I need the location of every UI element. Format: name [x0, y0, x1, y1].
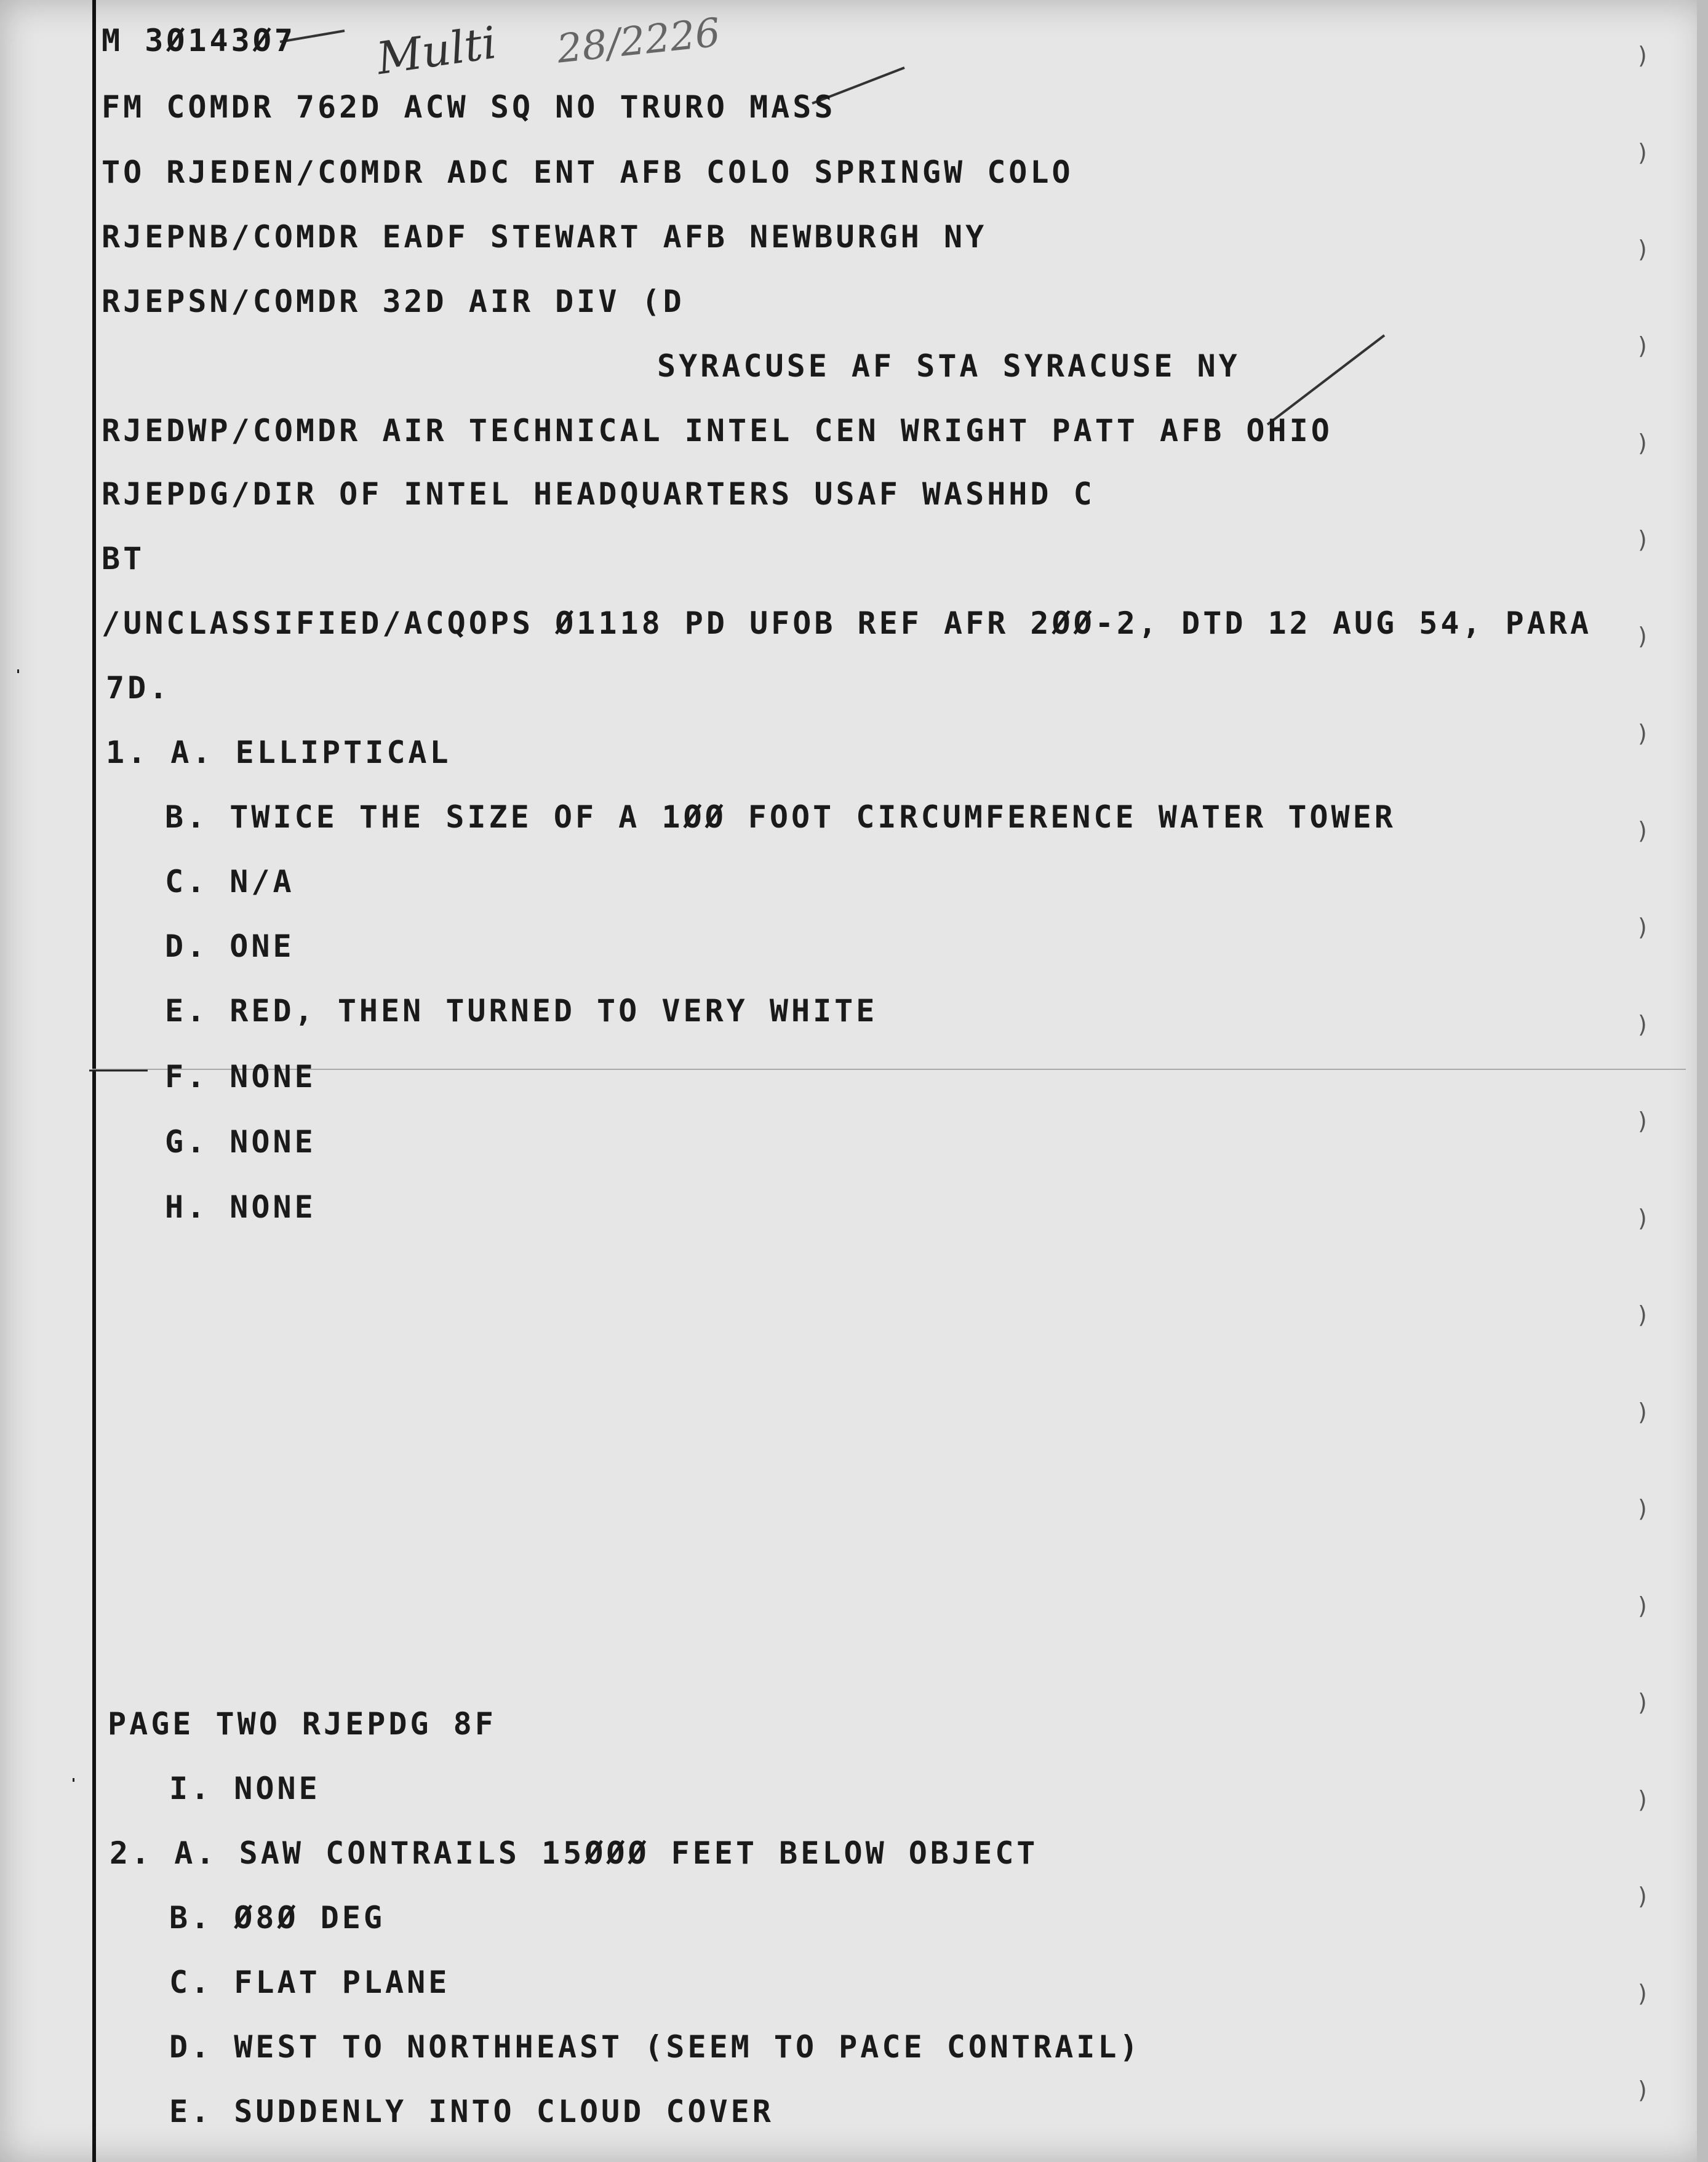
reference-line-1: /UNCLASSIFIED/ACQOPS Ø1118 PD UFOB REF AFR 2ØØ-2, DTD 12 AUG 54, PARA [102, 605, 1592, 641]
page-two-header: PAGE TWO RJEPDG 8F [108, 1706, 497, 1742]
handwritten-number: 28/2226 [554, 10, 723, 73]
to-line-3-cont: SYRACUSE AF STA SYRACUSE NY [657, 348, 1240, 384]
to-line-2: RJEPNB/COMDR EADF STEWART AFB NEWBURGH NY [102, 219, 988, 255]
feed-mark: ) [1638, 236, 1647, 263]
feed-mark: ) [1638, 429, 1647, 457]
feed-mark: ) [1638, 623, 1647, 650]
item-2a: 2. A. SAW CONTRAILS 15ØØØ FEET BELOW OBJECT [110, 1835, 1039, 1871]
feed-mark: ) [1638, 1592, 1647, 1619]
item-1e: E. RED, THEN TURNED TO VERY WHITE [165, 993, 878, 1029]
feed-mark: ) [1638, 1786, 1647, 1813]
to-line-5: RJEPDG/DIR OF INTEL HEADQUARTERS USAF WASHHD C [102, 476, 1095, 512]
pen-stroke-3 [1267, 335, 1384, 425]
feed-mark: ) [1638, 332, 1647, 359]
item-1h: H. NONE [165, 1189, 316, 1225]
feed-mark: ) [1638, 1883, 1647, 1910]
margin-dot [17, 669, 19, 673]
feed-mark: ) [1638, 1398, 1647, 1426]
feed-mark: ) [1638, 1495, 1647, 1522]
feed-mark: ) [1638, 720, 1647, 747]
feed-mark: ) [1638, 2076, 1647, 2104]
feed-mark: ) [1638, 1689, 1647, 1716]
item-1d: D. ONE [165, 928, 295, 964]
item-1f: F. NONE [165, 1059, 316, 1095]
feed-mark: ) [1638, 526, 1647, 553]
to-line-1: TO RJEDEN/COMDR ADC ENT AFB COLO SPRINGW COLO [102, 154, 1074, 190]
feed-mark: ) [1638, 139, 1647, 166]
margin-dot [73, 1778, 74, 1782]
item-2d: D. WEST TO NORTHHEAST (SEEM TO PACE CONTRAIL) [169, 2029, 1141, 2065]
to-line-3: RJEPSN/COMDR 32D AIR DIV (D [102, 284, 685, 319]
handwritten-category: Multi [373, 16, 500, 85]
item-2e: E. SUDDENLY INTO CLOUD COVER [169, 2094, 774, 2129]
to-line-4: RJEDWP/COMDR AIR TECHNICAL INTEL CEN WRIGHT PATT AFB OHIO [102, 413, 1333, 449]
item-1i: I. NONE [169, 1771, 321, 1806]
feed-mark: ) [1638, 1205, 1647, 1232]
break-marker: BT [102, 541, 145, 576]
item-2c: C. FLAT PLANE [169, 1965, 450, 2000]
from-line: FM COMDR 762D ACW SQ NO TRURO MASS [102, 89, 836, 125]
item-1b: B. TWICE THE SIZE OF A 1ØØ FOOT CIRCUMFERENCE WATER TOWER [165, 799, 1396, 835]
item-1g: G. NONE [165, 1124, 316, 1160]
item-1a: 1. A. ELLIPTICAL [106, 735, 452, 770]
serial-number: M 3Ø143Ø7 [102, 23, 296, 58]
item-2b: B. Ø8Ø DEG [169, 1900, 386, 1936]
feed-mark: ) [1638, 1301, 1647, 1328]
feed-mark: ) [1638, 42, 1647, 69]
feed-mark: ) [1638, 1011, 1647, 1038]
feed-mark: ) [1638, 914, 1647, 941]
feed-mark: ) [1638, 1980, 1647, 2007]
item-1c: C. N/A [165, 864, 295, 900]
feed-mark: ) [1638, 1107, 1647, 1135]
reference-line-2: 7D. [106, 670, 171, 706]
feed-mark: ) [1638, 817, 1647, 844]
